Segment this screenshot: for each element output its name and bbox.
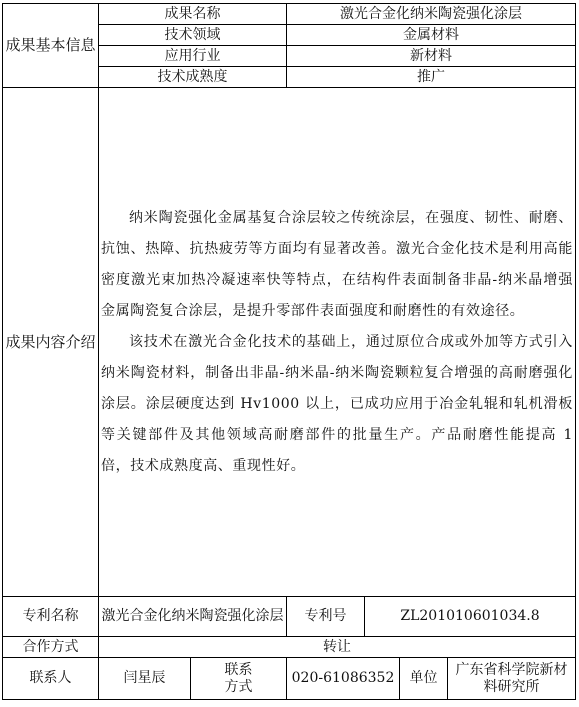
row-contact	[3, 658, 576, 700]
row-patent	[3, 597, 576, 637]
achievement-name-label: 成果名称	[99, 4, 287, 25]
maturity-value: 推广	[287, 67, 576, 88]
row-cooperation	[3, 637, 576, 658]
content-paragraph-2: 该技术在激光合金化技术的基础上，通过原位合成或外加等方式引入纳米陶瓷材料，制备出非晶-纳米晶-纳米陶瓷颗粒复合增强的高耐磨强化涂层。涂层硬度达到 Hv1000 以上，已成功应用于冶金轧辊和轧机滑板等关键部件及其他领域高耐磨部件的批量生产。产品耐磨性能提高 1 倍，技术成熟度高、重现性好。	[101, 333, 573, 474]
tech-field-value: 金属材料	[287, 25, 576, 46]
achievement-name-value: 激光合金化纳米陶瓷强化涂层	[287, 4, 576, 25]
industry-label: 应用行业	[99, 46, 287, 67]
contact-phone-label: 联系方式	[191, 658, 287, 700]
content-section-label: 成果内容介绍	[3, 88, 99, 597]
maturity-label: 技术成熟度	[99, 67, 287, 88]
patent-number-label: 专利号	[287, 597, 365, 637]
cooperation-label: 合作方式	[3, 637, 99, 658]
tech-field-label: 技术领域	[99, 25, 287, 46]
content-paragraph-1: 纳米陶瓷强化金属基复合涂层较之传统涂层，在强度、韧性、耐磨、抗蚀、热障、抗热疲劳等方面均有显著改善。激光合金化技术是利用高能密度激光束加热冷凝速率快等特点，在结构件表面制备非晶-纳米晶增强金属陶瓷复合涂层，是提升零部件表面强度和耐磨性的有效途径。	[101, 209, 573, 319]
contact-person-label: 联系人	[3, 658, 99, 700]
row-achievement-name	[3, 4, 576, 25]
row-content	[3, 88, 576, 597]
contact-org-value: 广东省科学院新材料研究所	[448, 658, 576, 700]
content-body	[99, 88, 576, 597]
patent-name-value: 激光合金化纳米陶瓷强化涂层	[99, 597, 287, 637]
achievement-table	[2, 3, 576, 700]
contact-org-label: 单位	[400, 658, 448, 700]
basic-info-section-label: 成果基本信息	[3, 4, 99, 88]
cooperation-value: 转让	[99, 637, 576, 658]
contact-phone-value: 020-61086352	[287, 658, 400, 700]
patent-number-value: ZL201010601034.8	[365, 597, 576, 637]
patent-name-label: 专利名称	[3, 597, 99, 637]
contact-person-value: 闫星辰	[99, 658, 191, 700]
industry-value: 新材料	[287, 46, 576, 67]
